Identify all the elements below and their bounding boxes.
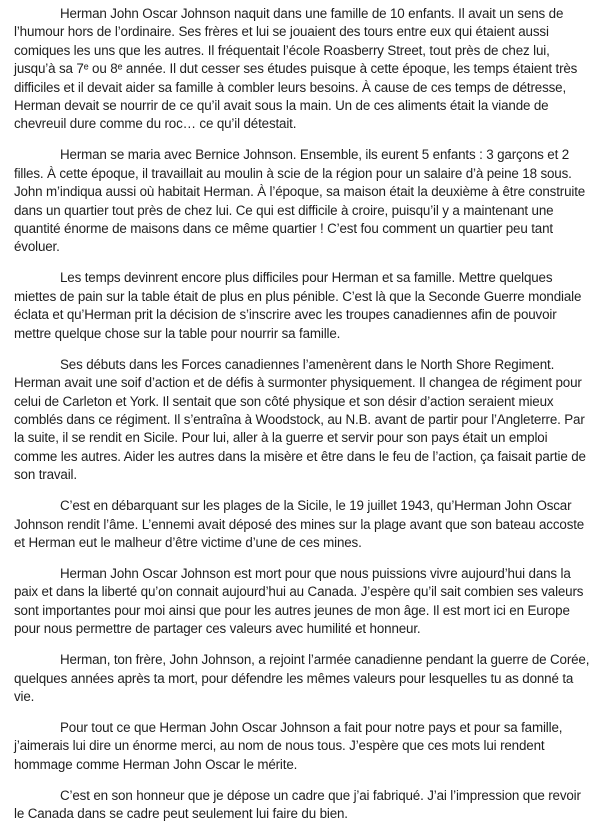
paragraph-military-service: Ses débuts dans les Forces canadiennes l’amenèrent dans le North Shore Regiment. Herman avait une soif d’action et de défis à surmonter physiquement. Il changea de régiment pour celui de Carleton et York. Il sentait que son côté physique et son désir d’action seraient mieux comblés dans ce régiment. Il s’entraîna à Woodstock, au N.B. avant de partir pour l’Angleterre. Par la suite, il se rendit en Sicile. Pour lui, aller à la guerre et servir pour son pays était un emploi comme les autres. Aider les autres dans la misère et être dans le feu de l’action, ça faisait partie de son travail. <box>14 356 586 483</box>
paragraph-death-sicily: C’est en débarquant sur les plages de la Sicile, le 19 juillet 1943, qu’Herman John Oscar Johnson rendit l’âme. L’ennemi avait déposé des mines sur la plage avant que son bateau accoste et Herman eut le malheur d’être victime d’une de ces mines. <box>14 498 585 550</box>
paragraph-legacy: Herman John Oscar Johnson est mort pour que nous puissions vivre aujourd’hui dans la paix et dans la liberté qu’on connait aujourd’hui au Canada. J’espère qu’il sait combien ses valeurs sont importantes pour moi ainsi que pour les autres jeunes de mon âge. Il est mort ici en Europe pour nous permettre de partager ces valeurs avec humilité et honneur. <box>14 565 584 637</box>
paragraph-war-enlistment: Les temps devinrent encore plus difficiles pour Herman et sa famille. Mettre quelques miettes de pain sur la table était de plus en plus pénible. C’est là que la Seconde Guerre mondiale éclata et qu’Herman prit la décision de s’inscrire avec les troupes canadiennes afin de pouvoir mettre quelque chose sur la table pour nourrir sa famille. <box>14 270 582 341</box>
paragraph-frame-tribute: C’est en son honneur que je dépose un cadre que j’ai fabriqué. J’ai l’impression que revoir le Canada dans se cadre peut seulement lui faire du bien. <box>14 787 581 822</box>
paragraph-marriage: Herman se maria avec Bernice Johnson. Ensemble, ils eurent 5 enfants : 3 garçons et 2 filles. À cette époque, il travaillait au moulin à scie de la région pour un salaire d’à peine 18 sous. John m’indiqua aussi où habitait Herman. À l’époque, sa maison était la deuxième à être construite dans un quartier tout près de chez lui. Ce qui est difficile à croire, puisqu’il y a maintenant une quantité énorme de maisons dans ce même quartier ! C’est fou comment un quartier peu tant évoluer. <box>14 147 586 255</box>
paragraph-thanks: Pour tout ce que Herman John Oscar Johnson a fait pour notre pays et pour sa famille, j’aimerais lui dire un énorme merci, au nom de nous tous. J’espère que ces mots lui rendent hommage comme Herman John Oscar le mérite. <box>14 719 563 772</box>
paragraph-childhood: Herman John Oscar Johnson naquit dans une famille de 10 enfants. Il avait un sens de l’humour hors de l’ordinaire. Ses frères et lui se jouaient des tours entre eux qui étaient aussi comiques les uns que les autres. Il fréquentait l’école Roasberry Street, tout près de chez lui, jusqu’à sa 7ᵉ ou 8ᵉ année. Il dut cesser ses études puisque à cette époque, les temps étaient très difficiles et il devait aider sa famille à combler leurs besoins. À cause de ces temps de détresse, Herman devait se nourrir de ce qu’il avait sous la main. Un de ces aliments était la viande de chevreuil dure comme du roc… ce qu’il détestait. <box>14 6 578 132</box>
paragraph-brother: Herman, ton frère, John Johnson, a rejoint l’armée canadienne pendant la guerre de Corée, quelques années après ta mort, pour défendre les mêmes valeurs pour lesquelles tu as donné ta vie. <box>14 652 590 704</box>
